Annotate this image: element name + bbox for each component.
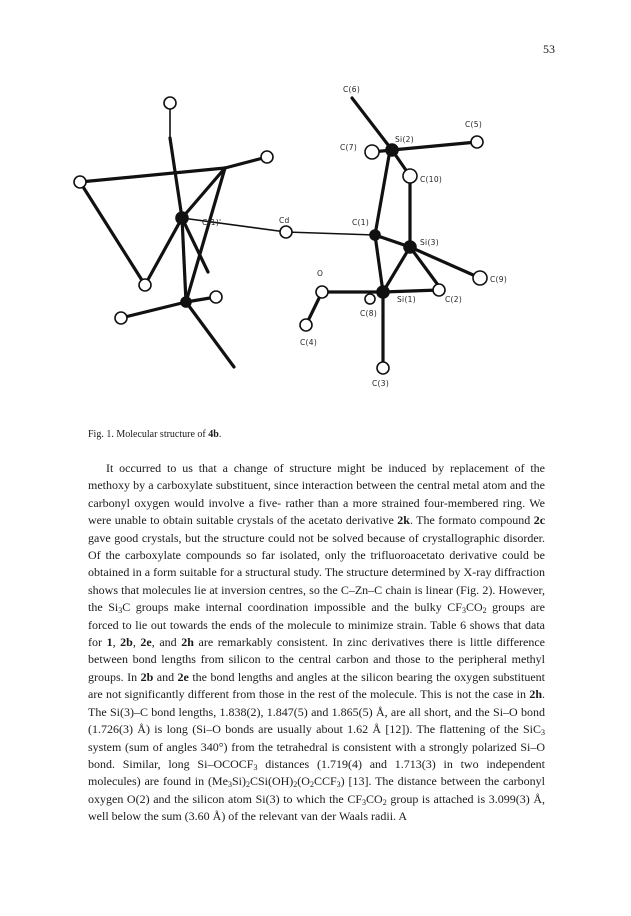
text-run: , bbox=[112, 635, 121, 650]
text-run: group is attached is 3.099(3) Å, well below the sum (3.60 Å) of the relevant van der Waals radii. A bbox=[88, 791, 545, 824]
atom-label-c3: C(3) bbox=[372, 379, 390, 388]
text-run: , bbox=[132, 635, 141, 650]
text-run: are remarkably consistent. In zinc derivatives there is little difference between bond lengths from silicon to the central carbon and those to the peripheral methyl groups. In bbox=[88, 635, 545, 684]
subscript: 3 bbox=[253, 762, 258, 772]
text-run: groups are forced to lie out towards the ends of the molecule to minimize strain. Table 6 shows that data for bbox=[88, 600, 545, 650]
subscript: 2 bbox=[309, 780, 314, 790]
subscript: 3 bbox=[541, 728, 545, 738]
text-run: (O bbox=[297, 774, 310, 789]
compound-ref: 2h bbox=[181, 635, 194, 650]
text-run: . The formato compound bbox=[409, 513, 534, 528]
text-run: system (sum of angles 340°) from the tetrahedral is consistent with a strongly polarized Si–O bond. Similar, long Si–OCOCF bbox=[88, 739, 545, 771]
text-run: the bond lengths and angles at the silicon bearing the oxygen substituent are not significantly different from those in the rest of the molecule. This is not the case in bbox=[88, 669, 545, 702]
compound-ref: 1 bbox=[106, 635, 113, 650]
text-run: distances (1.719(4) and 1.713(3) in two independent molecules) are found in (Me bbox=[88, 756, 545, 789]
atom-label-c1: C(1) bbox=[352, 218, 370, 227]
figure-caption bbox=[88, 429, 221, 440]
caption-prefix: Fig. 1. Molecular structure of bbox=[88, 429, 209, 440]
text-run: . The Si(3)–C bond lengths, 1.838(2), 1.847(5) and 1.865(5) Å, are all short, and the Si–O bond (1.726(3) Å) is long (Si–O bonds are usually about 1.62 Å [12]). The flattening of the SiC bbox=[88, 687, 545, 737]
molecular-structure-figure bbox=[60, 70, 540, 415]
text-run: Si) bbox=[231, 774, 246, 789]
caption-suffix: . bbox=[218, 429, 222, 440]
atom-label-c2: C(2) bbox=[445, 295, 463, 304]
atom-label-c10: C(10) bbox=[420, 175, 443, 184]
atom-label-c6: C(6) bbox=[343, 85, 361, 94]
body-text bbox=[88, 460, 545, 826]
subscript: 3 bbox=[336, 780, 341, 790]
text-run: CSi(OH) bbox=[249, 774, 294, 789]
text-run: ) [13]. The distance between the carbonyl oxygen O(2) and the silicon atom Si(3) to which the CF bbox=[88, 774, 545, 806]
text-run: It occurred to us that a change of structure might be induced by replacement of the methoxy by a carboxylate substituent, since interaction between the central metal atom and the carbonyl oxygen would involve a five- rather than a more strained four-membered ring. We were unable to obtain suitable crystals of the acetato derivative bbox=[88, 461, 545, 528]
compound-ref: 2k bbox=[397, 513, 410, 528]
text-run: CO bbox=[465, 600, 483, 615]
atom-label-si1: Si(1) bbox=[397, 295, 416, 304]
subscript: 3 bbox=[118, 606, 123, 616]
compound-ref: 2e bbox=[140, 635, 152, 650]
body-paragraph bbox=[88, 460, 545, 826]
subscript: 2 bbox=[293, 780, 298, 790]
subscript: 2 bbox=[245, 780, 250, 790]
compound-ref: 2e bbox=[177, 669, 189, 684]
text-run: C groups make internal coordination impossible and the bulky CF bbox=[122, 600, 462, 615]
text-run: CCF bbox=[313, 774, 337, 789]
atom-label-c8: C(8) bbox=[360, 309, 378, 318]
subscript: 2 bbox=[482, 606, 487, 616]
atom-label-c1p: C(1)' bbox=[202, 218, 222, 227]
atom-label-cd: Cd bbox=[279, 216, 290, 225]
compound-ref: 2c bbox=[533, 513, 546, 528]
atom-label-c7: C(7) bbox=[340, 143, 358, 152]
compound-ref: 2h bbox=[529, 687, 542, 702]
atom-label-si2: Si(2) bbox=[395, 135, 414, 144]
atom-label-c9: C(9) bbox=[490, 275, 508, 284]
atom-circles bbox=[74, 97, 487, 374]
text-run: CO bbox=[366, 791, 383, 806]
atom-label-c5: C(5) bbox=[465, 120, 483, 129]
compound-ref: 2b bbox=[120, 635, 133, 650]
subscript: 3 bbox=[362, 797, 367, 807]
atom-label-o: O bbox=[317, 269, 324, 278]
caption-compound: 4b bbox=[208, 429, 219, 440]
text-run: gave good crystals, but the structure could not be solved because of crystallographic disorder. Of the carboxylate compounds so far isolated, only the trifluoroacetato derivative could be obtained in a form suitable for a structural study. The structure determined by X-ray diffraction shows that molecules lie at inversion centres, so the C–Zn–C chain is linear (Fig. 2). However, the Si bbox=[88, 530, 545, 615]
atom-label-si3: Si(3) bbox=[420, 238, 439, 247]
atom-label-c4: C(4) bbox=[300, 338, 318, 347]
text-run: , and bbox=[151, 635, 182, 650]
subscript: 3 bbox=[461, 606, 466, 616]
subscript: 2 bbox=[382, 797, 387, 807]
subscript: 3 bbox=[227, 780, 232, 790]
compound-ref: 2b bbox=[140, 669, 154, 684]
text-run: and bbox=[153, 669, 178, 684]
page-number: 53 bbox=[543, 42, 555, 56]
